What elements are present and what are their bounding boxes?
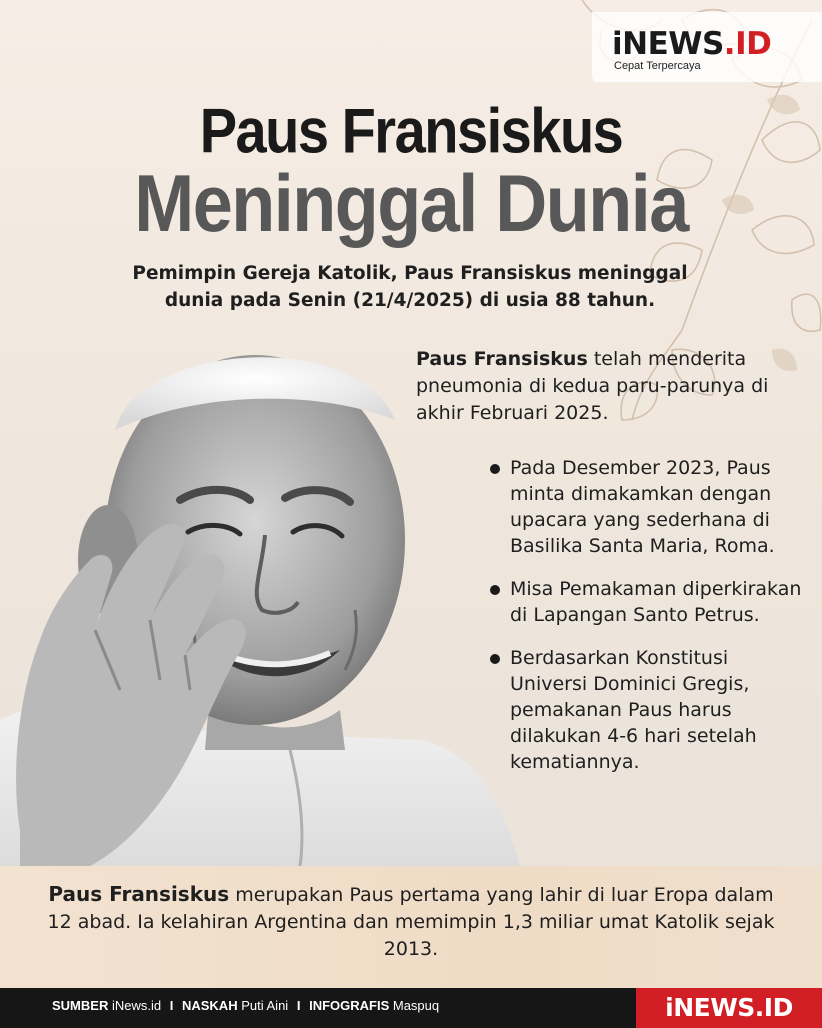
summary-text xyxy=(40,881,782,963)
writer-value: Puti Aini xyxy=(241,998,289,1013)
list-item: Berdasarkan Konstitusi Universi Dominici Gregis, pemakanan Paus harus dilakukan 4-6 hari setelah kematiannya. xyxy=(490,645,810,775)
writer-label: NASKAH xyxy=(181,998,238,1013)
list-item: Misa Pemakaman diperkirakan di Lapangan Santo Petrus. xyxy=(490,576,810,628)
lead-line-2: dunia pada Senin (21/4/2025) di usia 88 tahun. xyxy=(164,290,656,311)
brand-logo-suffix: ID xyxy=(735,26,772,62)
lead-line-1: Pemimpin Gereja Katolik, Paus Fransiskus meninggal xyxy=(132,263,688,284)
footer-bar xyxy=(0,988,822,1028)
footer-credits xyxy=(52,998,439,1013)
headline-line-1: Paus Fransiskus xyxy=(199,95,623,166)
separator: I xyxy=(169,998,174,1013)
brand-logo[interactable] xyxy=(612,26,771,62)
fact-list xyxy=(490,455,810,792)
brand-logo-main: iNEWS xyxy=(612,26,724,62)
headline-line-2: Meninggal Dunia xyxy=(134,159,688,249)
brand-tagline: Cepat Terpercaya xyxy=(614,60,701,72)
graphics-value: Maspuq xyxy=(392,998,440,1013)
list-item: Pada Desember 2023, Paus minta dimakamkan dengan upacara yang sederhana di Basilika Santa Maria, Roma. xyxy=(490,455,810,559)
intro-paragraph xyxy=(416,346,796,427)
brand-logo-dot: . xyxy=(723,26,736,62)
summary-name: Paus Fransiskus xyxy=(48,882,230,906)
footer-logo[interactable]: iNEWS.ID xyxy=(636,988,822,1028)
lead-paragraph xyxy=(60,260,760,314)
summary-body: merupakan Paus pertama yang lahir di luar Eropa dalam 12 abad. Ia kelahiran Argentina dan memimpin 1,3 miliar umat Katolik sejak 2013. xyxy=(47,884,775,960)
intro-text: telah menderita pneumonia di kedua paru-parunya di akhir Februari 2025. xyxy=(416,348,769,424)
brand-header xyxy=(592,12,822,82)
source-label: SUMBER xyxy=(52,998,109,1013)
source-value[interactable]: iNews.id xyxy=(111,998,162,1013)
graphics-label: INFOGRAFIS xyxy=(309,998,390,1013)
intro-name: Paus Fransiskus xyxy=(416,348,588,370)
separator: I xyxy=(296,998,301,1013)
